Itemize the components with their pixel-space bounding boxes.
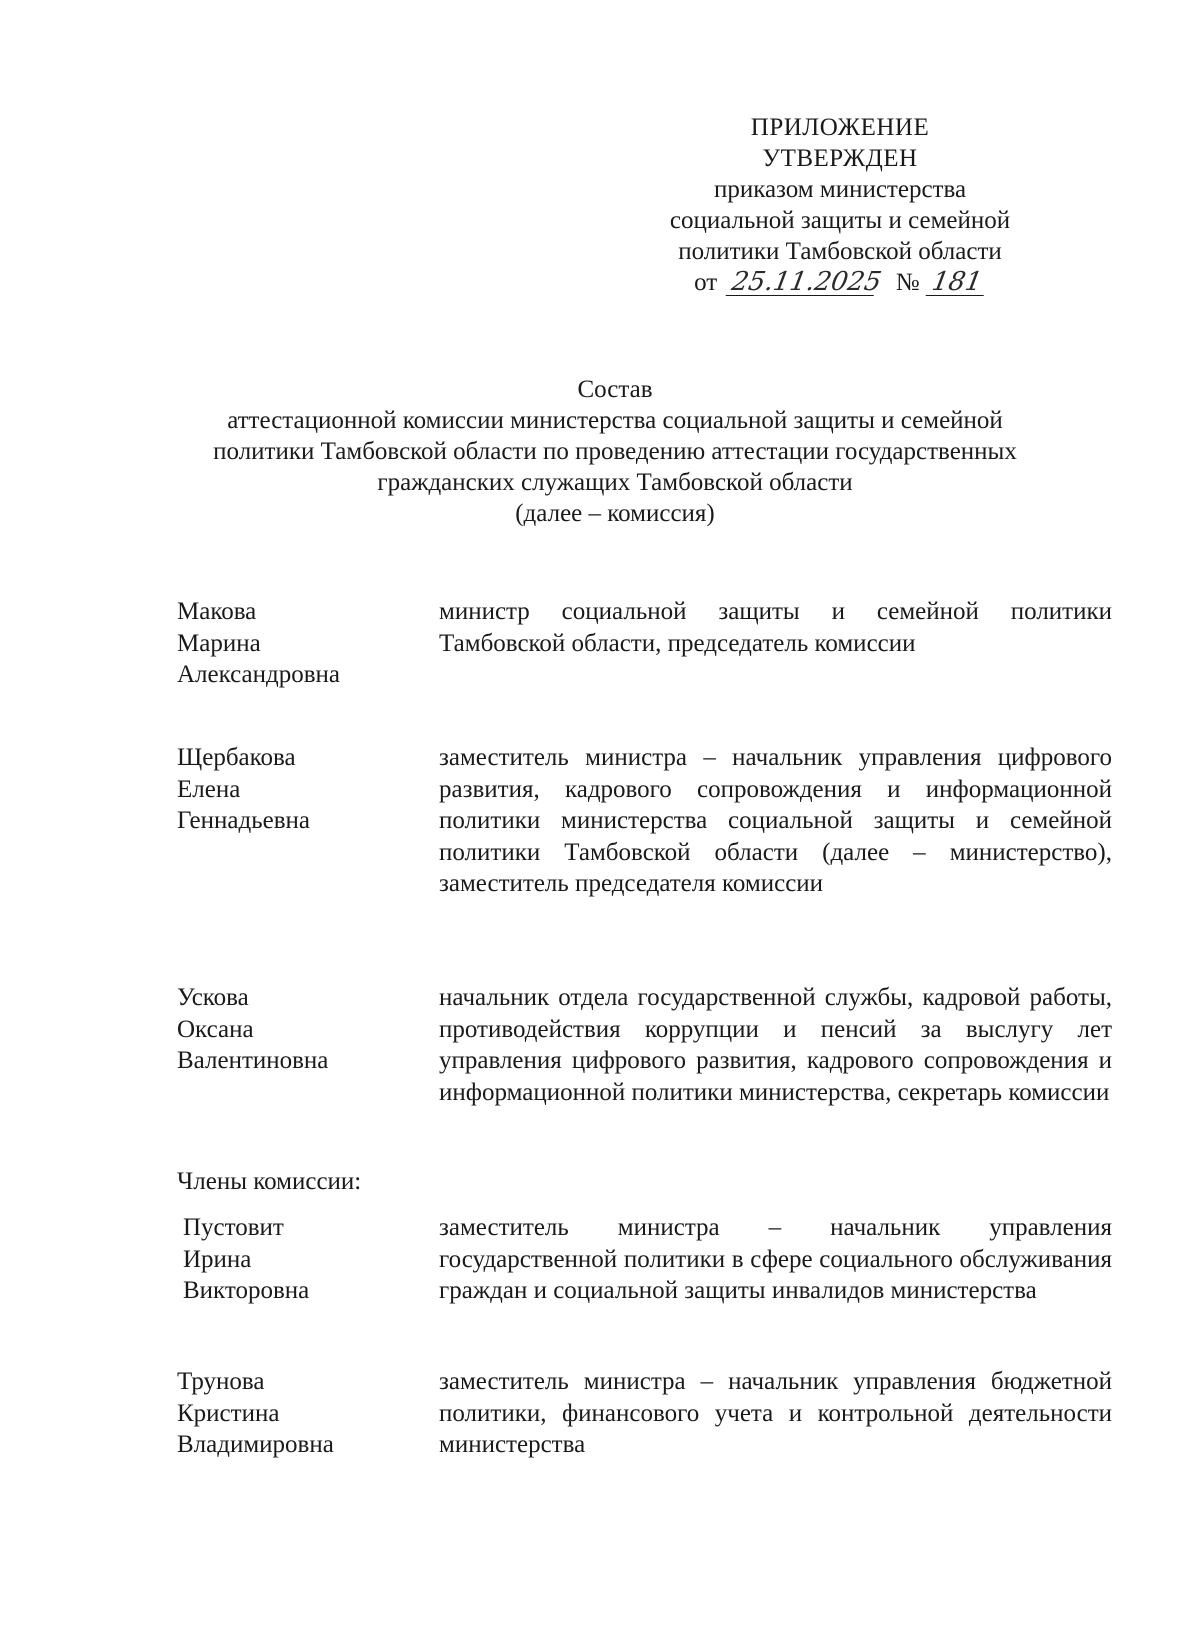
member-first-name: Елена (177, 775, 241, 803)
title-line-5: (далее – комиссия) (515, 500, 715, 527)
title-line-3: политики Тамбовской области по проведению аттестации государственных (213, 438, 1017, 465)
member-first-name: Марина (177, 629, 261, 657)
member-patronymic: Александровна (177, 661, 341, 688)
title-line-1: Состав (577, 376, 653, 403)
order-date: 25.11.2025 (725, 269, 878, 296)
member-role: министр социальной защиты и семейной политики Тамбовской области, председатель комиссии (439, 598, 1112, 657)
approval-block (640, 112, 1040, 298)
member-role: заместитель министра – начальник управления цифрового развития, кадрового сопровождения и информационной политики министерства социальной защиты и семейной политики Тамбовской области (далее – министерство), заместитель председателя комиссии (439, 744, 1112, 897)
member-name (177, 742, 417, 837)
member-name (177, 596, 417, 691)
approved-heading: УТВЕРЖДЕН (762, 145, 918, 172)
member-name (177, 1366, 417, 1461)
title-line-2: аттестационной комиссии министерства социальной защиты и семейной (227, 407, 1003, 434)
approval-text-line-1: приказом министерства (713, 176, 967, 203)
number-label: № (895, 269, 920, 296)
approval-text-line-2: социальной защиты и семейной (669, 207, 1011, 234)
member-surname: Трунова (177, 1368, 265, 1395)
title-line-4: гражданских служащих Тамбовской области (377, 469, 853, 496)
member-surname: Пустовит (183, 1214, 284, 1241)
member-role: начальник отдела государственной службы, кадровой работы, противодействия коррупции и пенсий за выслугу лет управления цифрового развития, кадрового сопровождения и информационной политики министерства, секретарь комиссии (439, 984, 1112, 1106)
member-patronymic: Владимировна (177, 1431, 334, 1458)
approval-text-line-3: политики Тамбовской области (678, 238, 1002, 265)
document-title (170, 374, 1060, 529)
appendix-heading: ПРИЛОЖЕНИЕ (750, 114, 930, 141)
order-date-number (640, 267, 1040, 298)
member-first-name: Ирина (183, 1245, 252, 1273)
from-label: от (694, 269, 718, 296)
member-surname: Макова (177, 598, 257, 625)
member-patronymic: Викторовна (183, 1277, 310, 1304)
member-first-name: Оксана (177, 1015, 254, 1043)
member-role: заместитель министра – начальник управления государственной политики в сфере социального обслуживания граждан и социальной защиты инвалидов министерства (439, 1214, 1112, 1304)
member-patronymic: Геннадьевна (177, 807, 310, 834)
order-number: 181 (925, 269, 988, 296)
members-heading: Члены комиссии: (177, 1168, 362, 1195)
member-name (183, 1212, 423, 1307)
member-surname: Ускова (177, 984, 249, 1011)
member-first-name: Кристина (177, 1399, 280, 1427)
member-surname: Щербакова (177, 744, 296, 771)
member-role: заместитель министра – начальник управления бюджетной политики, финансового учета и контрольной деятельности министерства (439, 1368, 1112, 1458)
member-name (177, 982, 417, 1077)
member-patronymic: Валентиновна (177, 1047, 329, 1074)
